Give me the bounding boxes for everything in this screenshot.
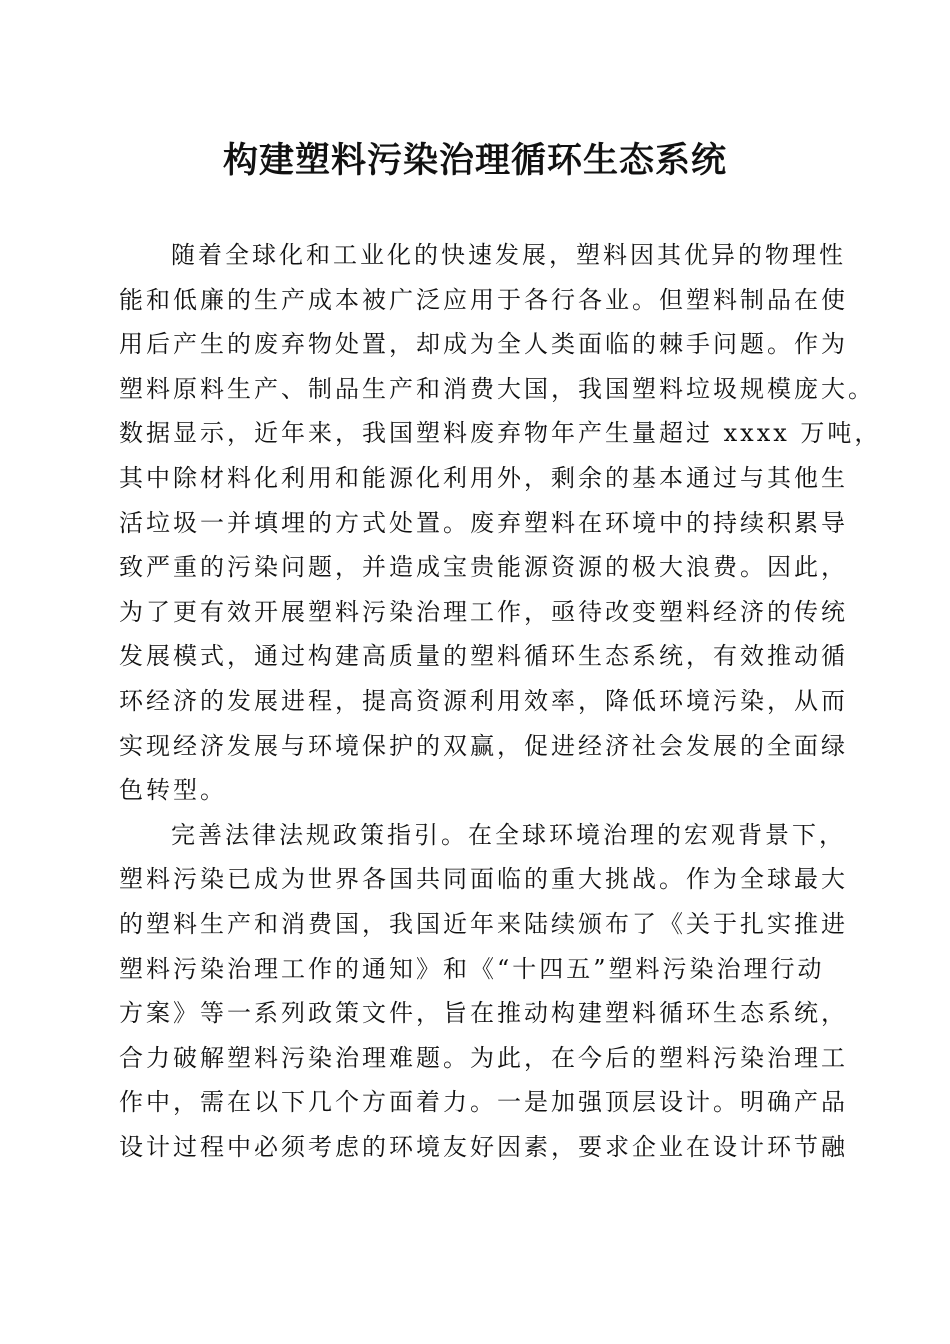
text-line: 作中，需在以下几个方面着力。一是加强顶层设计。明确产品: [119, 1088, 848, 1117]
document-title: 构建塑料污染治理循环生态系统: [222, 140, 727, 181]
text-line: 活垃圾一并填埋的方式处置。废弃塑料在环境中的持续积累导: [119, 508, 848, 537]
text-line: 塑料污染治理工作的通知》和《“十四五”塑料污染治理行动: [119, 954, 825, 983]
text-line: 发展模式，通过构建高质量的塑料循环生态系统，有效推动循: [119, 642, 848, 671]
text-line: 完善法律法规政策指引。在全球环境治理的宏观背景下，: [171, 820, 846, 849]
text-line: 设计过程中必须考虑的环境友好因素，要求企业在设计环节融: [119, 1132, 848, 1161]
text-line: 为了更有效开展塑料污染治理工作，亟待改变塑料经济的传统: [119, 597, 848, 626]
paragraph-2: [119, 813, 849, 1170]
document-body: [119, 233, 882, 1169]
paragraph-1: [119, 233, 882, 813]
text-line: 合力破解塑料污染治理难题。为此，在今后的塑料污染治理工: [119, 1043, 848, 1072]
text-line: 方案》等一系列政策文件，旨在推动构建塑料循环生态系统，: [119, 999, 848, 1028]
text-line: 随着全球化和工业化的快速发展，塑料因其优异的物理性: [171, 241, 846, 269]
text-line: 用后产生的废弃物处置，却成为全人类面临的棘手问题。作为: [119, 330, 848, 359]
text-line: 塑料污染已成为世界各国共同面临的重大挑战。作为全球最大: [119, 865, 848, 894]
text-line: 能和低廉的生产成本被广泛应用于各行各业。但塑料制品在使: [119, 285, 848, 314]
text-line: 的塑料生产和消费国，我国近年来陆续颁布了《关于扎实推进: [119, 909, 848, 938]
text-line: 其中除材料化利用和能源化利用外，剩余的基本通过与其他生: [119, 463, 848, 492]
text-line: 色转型。: [119, 776, 227, 805]
text-line: 致严重的污染问题，并造成宝贵能源资源的极大浪费。因此，: [119, 553, 848, 582]
text-line: 实现经济发展与环境保护的双赢，促进经济社会发展的全面绿: [119, 731, 848, 760]
text-line: 塑料原料生产、制品生产和消费大国，我国塑料垃圾规模庞大。: [119, 374, 875, 403]
text-line: 数据显示，近年来，我国塑料废弃物年产生量超过 xxxx 万吨，: [119, 419, 882, 448]
text-line: 环经济的发展进程，提高资源利用效率，降低环境污染，从而: [119, 686, 848, 715]
